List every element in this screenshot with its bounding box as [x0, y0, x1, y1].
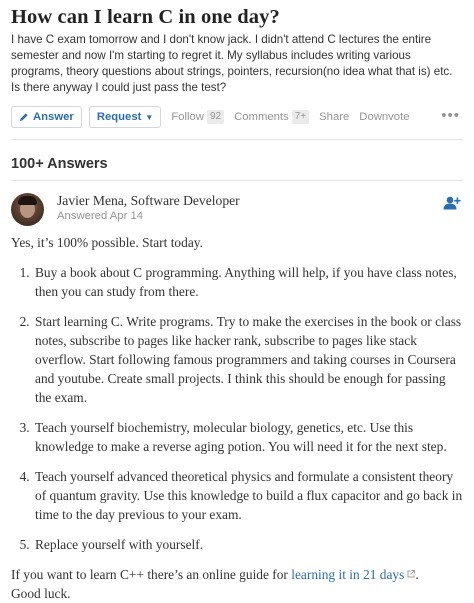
- follow-user-icon[interactable]: [443, 196, 461, 210]
- request-button[interactable]: [89, 106, 162, 128]
- request-button-label: Request: [96, 111, 142, 123]
- downvote-button[interactable]: Downvote: [359, 111, 410, 123]
- question-page: [11, 0, 463, 603]
- answer-author-row: [11, 193, 463, 233]
- comments-button[interactable]: [234, 110, 309, 124]
- list-item: 3. Teach yourself biochemistry, molecular biology, genetics, etc. Use this knowledge to make a reverse aging potion. You will need it for the next step.: [33, 418, 463, 456]
- chevron-down-icon: ▼: [145, 112, 154, 122]
- question-action-bar: [11, 105, 463, 129]
- answer-intro: Yes, it’s 100% possible. Start today.: [11, 235, 203, 250]
- outro-prefix: If you want to learn C++ there’s an online guide for: [11, 567, 292, 582]
- external-link-icon: [407, 570, 415, 578]
- outro-suffix: .: [415, 567, 419, 582]
- pencil-icon: [19, 112, 29, 122]
- answers-count-heading: 100+ Answers: [11, 156, 463, 181]
- answered-date[interactable]: Answered Apr 14: [57, 210, 144, 222]
- answer-outro: [11, 565, 463, 584]
- learn-cpp-link[interactable]: learning it in 21 days: [291, 567, 405, 582]
- list-item: 1. Buy a book about C programming. Anything will help, if you have class notes, then you can study from there.: [33, 263, 463, 301]
- answer-button[interactable]: [11, 106, 82, 128]
- share-button[interactable]: Share: [319, 111, 350, 123]
- question-details: I have C exam tomorrow and I don't know jack. I didn't attend C lectures the entire semester and now I'm starting to regret it. My syllabus includes writing various programs, theory questions about strings, pointers, recursion(no idea what that is) etc. Is there anyway I could just pass the test?: [11, 33, 453, 94]
- list-item: 2. Start learning C. Write programs. Try to make the exercises in the book or class notes, subscribe to pages like hacker rank, subscribe to pages like stack overflow. Start following famous programmers and taking courses in Coursera and youtube. Create small projects. I think this should be enough for passing the exam.: [33, 312, 463, 407]
- avatar[interactable]: [11, 193, 44, 226]
- comments-count: 7+: [292, 110, 309, 124]
- answer-body: [11, 233, 463, 603]
- answer-closing: Good luck.: [11, 586, 71, 601]
- follow-label: Follow: [171, 111, 204, 123]
- divider: [11, 139, 463, 140]
- comments-label: Comments: [234, 111, 289, 123]
- follow-button[interactable]: [171, 110, 224, 124]
- more-options-button[interactable]: •••: [441, 107, 460, 124]
- answer-button-label: Answer: [33, 111, 74, 123]
- author-name[interactable]: Javier Mena, Software Developer: [57, 193, 240, 208]
- list-item: 4. Teach yourself advanced theoretical physics and formulate a consistent theory of quantum gravity. Use this knowledge to build a flux capacitor and go back in time to the day previous to your exam.: [33, 467, 463, 524]
- question-title[interactable]: How can I learn C in one day?: [11, 6, 280, 28]
- answer-steps-list: [11, 263, 463, 554]
- follow-count: 92: [207, 110, 224, 124]
- avatar-hair: [18, 196, 37, 205]
- list-item: 5. Replace yourself with yourself.: [33, 535, 463, 554]
